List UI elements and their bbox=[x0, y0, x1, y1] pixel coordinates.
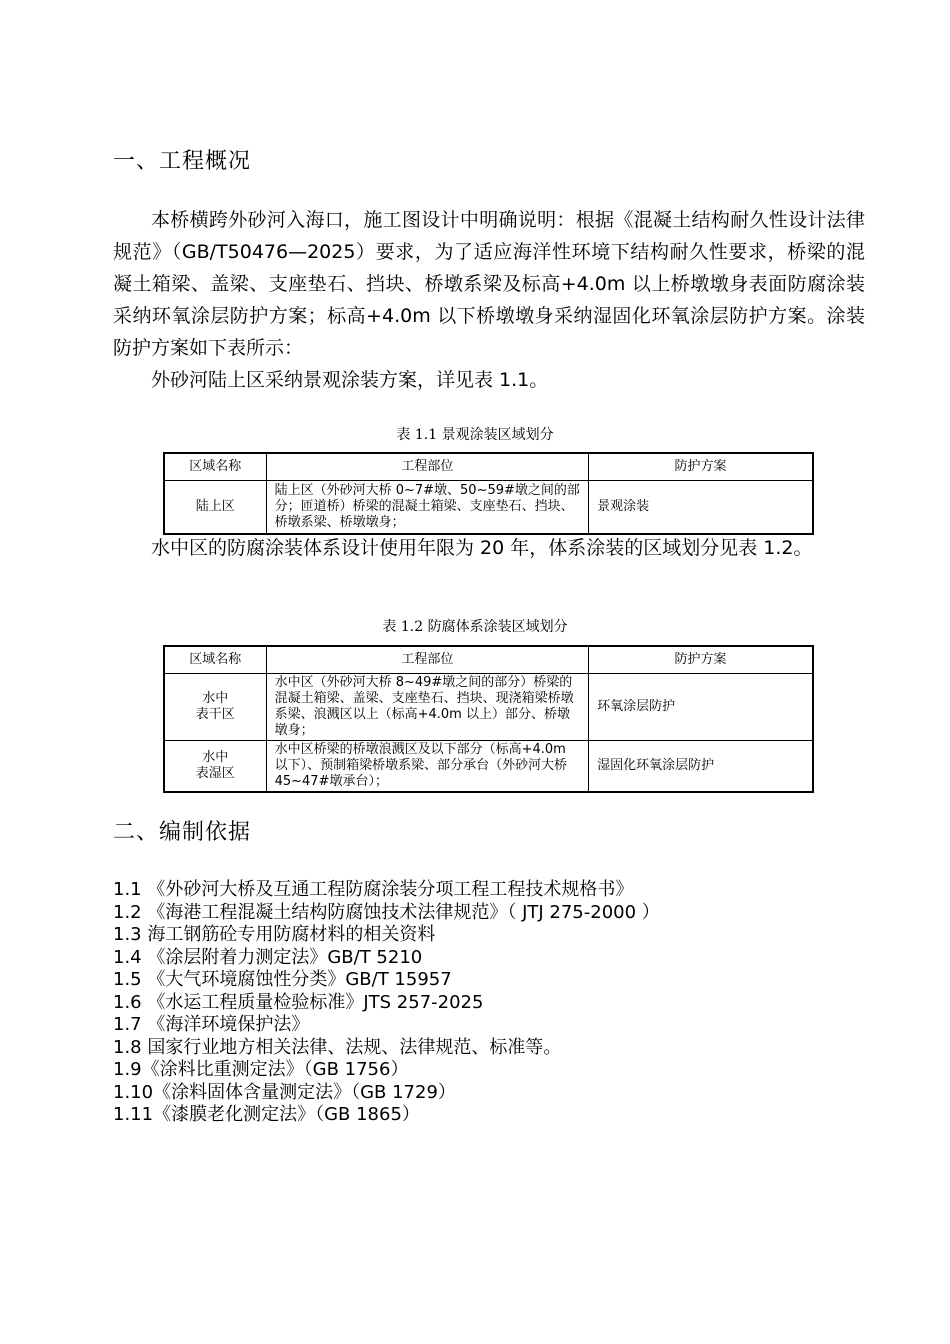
section-1-heading: 一、工程概况 bbox=[113, 149, 252, 174]
cell-zone bbox=[164, 741, 266, 793]
list-item: 1.8 国家行业地方相关法律、法规、法律规范、标准等。 bbox=[113, 1036, 562, 1058]
table-row bbox=[164, 674, 813, 741]
table-anticorrosion-coating bbox=[163, 645, 814, 793]
cell-zone-line-1: 水中 bbox=[202, 691, 229, 706]
list-item: 1.7 《海洋环境保护法》 bbox=[113, 1014, 310, 1035]
list-item: 1.11《漆膜老化测定法》（GB 1865） bbox=[113, 1104, 420, 1125]
header-scheme: 防护方案 bbox=[589, 646, 813, 674]
header-zone: 区域名称 bbox=[164, 453, 266, 481]
table-1-caption: 表 1.1 景观涂装区域划分 bbox=[396, 427, 554, 443]
header-part: 工程部位 bbox=[266, 646, 589, 674]
cell-zone: 陆上区 bbox=[164, 481, 266, 535]
header-part: 工程部位 bbox=[266, 453, 589, 481]
list-item: 1.9《涂料比重测定法》（GB 1756） bbox=[113, 1059, 409, 1080]
list-item: 1.5 《大气环境腐蚀性分类》GB/T 15957 bbox=[113, 969, 452, 990]
table-landscape-coating bbox=[163, 452, 814, 535]
water-zone-text bbox=[113, 532, 865, 564]
cell-zone-line-1: 水中 bbox=[202, 750, 229, 765]
list-item: 1.6 《水运工程质量检验标准》JTS 257-2025 bbox=[113, 991, 484, 1013]
cell-zone bbox=[164, 674, 266, 741]
header-zone: 区域名称 bbox=[164, 646, 266, 674]
table-header-row bbox=[164, 646, 813, 674]
cell-part: 水中区桥梁的桥墩浪溅区及以下部分（标高+4.0m 以下）、预制箱梁桥墩系梁、部分承台（外砂河大桥 45~47#墩承台）； bbox=[266, 741, 589, 793]
cell-scheme: 景观涂装 bbox=[589, 481, 813, 535]
list-item: 1.4 《涂层附着力测定法》GB/T 5210 bbox=[113, 946, 423, 968]
paragraph-intro: 本桥横跨外砂河入海口，施工图设计中明确说明：根据《混凝土结构耐久性设计法律规范》（GB/T50476—2025）要求，为了适应海洋性环境下结构耐久性要求，桥梁的混凝土箱梁、盖梁、支座垫石、挡块、桥墩系梁及标高+4.0m 以上桥墩墩身表面防腐涂装采纳环氧涂层防护方案；标高+4.0m 以下桥墩墩身采纳湿固化环氧涂层防护方案。涂装防护方案如下表所示： bbox=[113, 209, 865, 359]
list-item: 1.1 《外砂河大桥及互通工程防腐涂装分项工程工程技术规格书》 bbox=[113, 879, 634, 900]
cell-part: 陆上区（外砂河大桥 0~7#墩、50~59#墩之间的部分；匝道桥）桥梁的混凝土箱梁、支座垫石、挡块、桥墩系梁、桥墩墩身； bbox=[266, 481, 589, 535]
header-scheme: 防护方案 bbox=[589, 453, 813, 481]
intro-text bbox=[113, 204, 865, 396]
cell-part: 水中区（外砂河大桥 8~49#墩之间的部分）桥梁的混凝土箱梁、盖梁、支座垫石、挡块、现浇箱梁桥墩系梁、浪溅区以上（标高+4.0m 以上）部分、桥墩墩身； bbox=[266, 674, 589, 741]
list-item: 1.10《涂料固体含量测定法》（GB 1729） bbox=[113, 1081, 456, 1103]
table-header-row bbox=[164, 453, 813, 481]
table-row bbox=[164, 481, 813, 535]
cell-zone-line-2: 表干区 bbox=[195, 707, 235, 722]
table-2-caption: 表 1.2 防腐体系涂装区域划分 bbox=[382, 619, 568, 635]
section-2-heading: 二、编制依据 bbox=[113, 820, 252, 845]
cell-zone-line-2: 表湿区 bbox=[195, 766, 235, 781]
list-item: 1.2 《海港工程混凝土结构防腐蚀技术法律规范》（ JTJ 275-2000 ） bbox=[113, 901, 660, 923]
table-row bbox=[164, 741, 813, 793]
cell-scheme: 湿固化环氧涂层防护 bbox=[589, 741, 813, 793]
reference-list bbox=[113, 879, 660, 1127]
paragraph-water-zone: 水中区的防腐涂装体系设计使用年限为 20 年，体系涂装的区域划分见表 1.2。 bbox=[151, 537, 813, 559]
list-item: 1.3 海工钢筋砼专用防腐材料的相关资料 bbox=[113, 924, 436, 945]
paragraph-land-zone: 外砂河陆上区采纳景观涂装方案，详见表 1.1。 bbox=[151, 369, 549, 391]
cell-scheme: 环氧涂层防护 bbox=[589, 674, 813, 741]
